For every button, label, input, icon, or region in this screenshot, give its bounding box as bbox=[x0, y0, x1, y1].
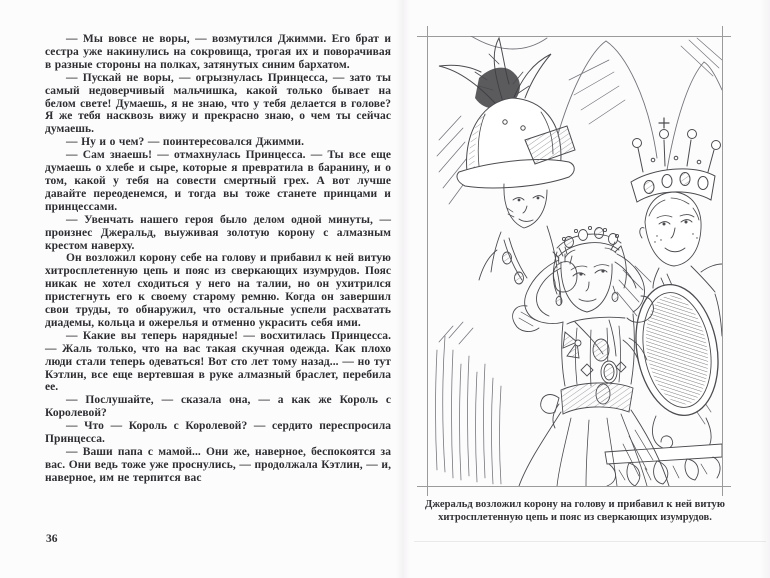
boy-right-crown bbox=[631, 118, 721, 202]
paragraph: Он возложил корону себе на голову и прибавил к ней витую хитросплетенную цепь и пояс из сверкающих изумрудов. Пояс никак не хотел сходиться у него на талии, но он ухитрился пристегнуть его к своему старому ремню. Когда он завершил свои труды, то обнаружил, что остальные успели расхватать диадемы, кольца и ожерелья и отменно украсить себя ими. bbox=[45, 252, 391, 329]
boy-left-face bbox=[504, 184, 547, 228]
paragraph: — Мы вовсе не воры, — возмутился Джимми. Его брат и сестра уже накинулись на сокровища, трогая их и поворачивая в разные стороны на полках, затянутых синим бархатом. bbox=[45, 33, 391, 71]
paragraph: — Ну и о чем? — поинтересовался Джимми. bbox=[66, 136, 304, 149]
paragraph: — Ваши папа с мамой... Они же, наверное, беспокоятся за вас. Они ведь тоже уже проснулись, — продолжала Кэтлин, — и, наверное, им не терпится вас bbox=[45, 446, 391, 484]
boy-right-face bbox=[640, 192, 701, 266]
knight-helmet bbox=[457, 98, 575, 188]
caption-line-2: хитросплетенную цепь и пояс из сверкающих изумрудов. bbox=[438, 511, 712, 523]
page-number: 36 bbox=[46, 533, 58, 545]
paragraph: — Пускай не воры, — огрызнулась Принцесса, — зато ты самый недоверчивый мальчишка, какой только бывает на белом свете! Думаешь, я не знаю, что у тебя делается в голове? Я же тебя насквозь вижу и прекрасно знаю, о чем ты сейчас думаешь. bbox=[45, 71, 391, 136]
mirror bbox=[605, 278, 728, 486]
paragraph: — Какие вы теперь нарядные! — восхитилась Принцесса. — Жаль только, что на вас такая скучная одежда. Как плохо люди стали теперь одеваться! Вот сто лет тому назад... — но тут Кэтлин, все еще вертевшая в руке алмазный браслет, перебила ее. bbox=[45, 329, 391, 394]
girl-figure bbox=[513, 226, 669, 486]
page-edge-shadow bbox=[760, 0, 770, 578]
boy-left-body bbox=[479, 226, 577, 304]
illustration-drawing bbox=[409, 20, 739, 500]
page-bottom-edge bbox=[414, 541, 766, 542]
paragraph: — Сам знаешь! — отмахнулась Принцесса. — Ты все еще думаешь о хлебе и сыре, которые я превратила в баранину, и о том, какой у тебя на совести смертный грех. А вот лучше давайте переоденемся, и тогда вы тоже станете принцами и принцессами. bbox=[45, 149, 391, 213]
helmet-plume bbox=[439, 38, 551, 112]
left-page-text bbox=[45, 33, 391, 485]
illustration-caption bbox=[413, 499, 737, 524]
mirror-stand bbox=[605, 416, 722, 486]
paragraph: — Послушайте, — сказала она, — а как же Король с Королевой? bbox=[45, 394, 391, 420]
paragraph: — Увенчать нашего героя было делом одной минуты, — произнес Джеральд, выуживая золотую корону с алмазным крестом наверху. bbox=[45, 213, 391, 252]
paragraph: — Что — Король с Королевой? — сердито переспросила Принцесса. bbox=[45, 420, 391, 446]
page-gutter-shadow bbox=[396, 0, 410, 578]
caption-line-1: Джеральд возложил корону на голову и прибавил к ней витую bbox=[425, 499, 725, 510]
